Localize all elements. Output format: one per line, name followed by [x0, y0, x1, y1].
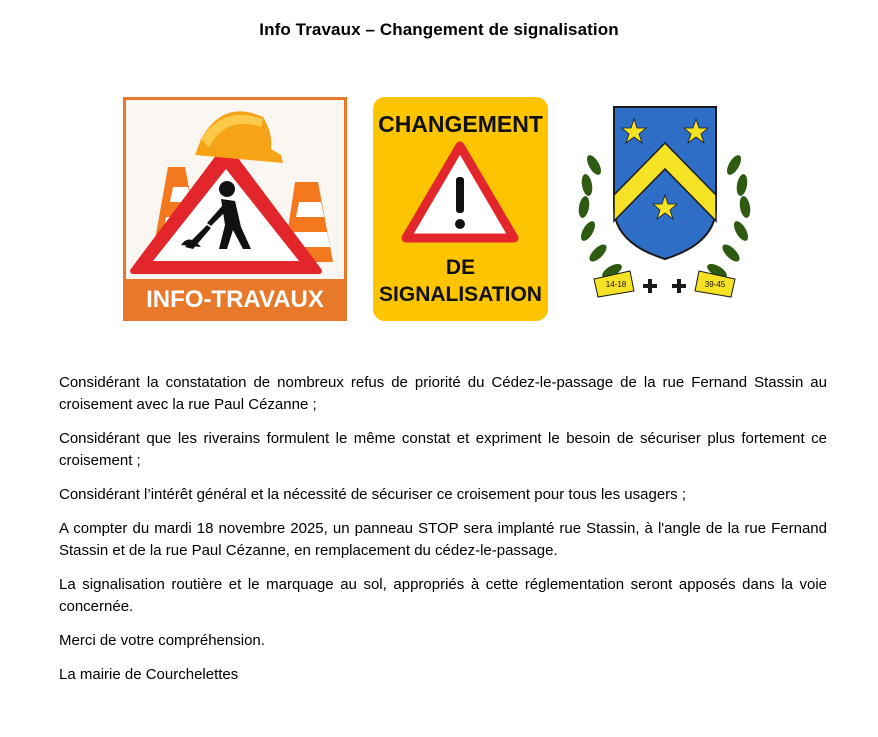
info-travaux-image: [123, 97, 347, 321]
header-images: [0, 95, 878, 325]
ribbon-left-label: 14-18: [605, 280, 627, 289]
paragraph-signature: La mairie de Courchelettes: [59, 666, 239, 683]
changement-signalisation-image: [373, 97, 548, 321]
info-travaux-label: INFO-TRAVAUX: [146, 286, 324, 313]
changement-de-label: DE: [445, 256, 476, 279]
paragraph-thanks: Merci de votre compréhension.: [59, 632, 265, 649]
coat-of-arms-image: [572, 103, 757, 321]
changement-top-label: CHANGEMENT: [378, 111, 543, 137]
page-title: Info Travaux – Changement de signalisation: [259, 20, 619, 39]
paragraph-stop-sign: A compter du mardi 18 novembre 2025, un panneau STOP sera implanté rue Stassin, à l'angle de la rue Fernand Stassin et de la rue Paul Cézanne, en remplacement du cédez-le-passage.: [59, 520, 827, 559]
paragraph-road-marking: La signalisation routière et le marquage au sol, appropriés à cette réglementation seront apposés dans la voie concernée.: [59, 576, 827, 615]
paragraph-general-interest: Considérant l’intérêt général et la nécessité de sécuriser ce croisement pour tous les usagers ;: [59, 486, 686, 503]
paragraph-priority-refusals: Considérant la constatation de nombreux refus de priorité du Cédez-le-passage de la rue Fernand Stassin au croisement avec la rue Paul Cézanne ;: [59, 374, 827, 413]
ribbon-right-label: 39-45: [704, 280, 726, 289]
changement-signalisation-label: SIGNALISATION: [379, 283, 542, 306]
paragraph-residents: Considérant que les riverains formulent le même constat et expriment le besoin de sécuriser plus fortement ce croisement ;: [59, 430, 827, 469]
notice-body: [59, 372, 827, 698]
